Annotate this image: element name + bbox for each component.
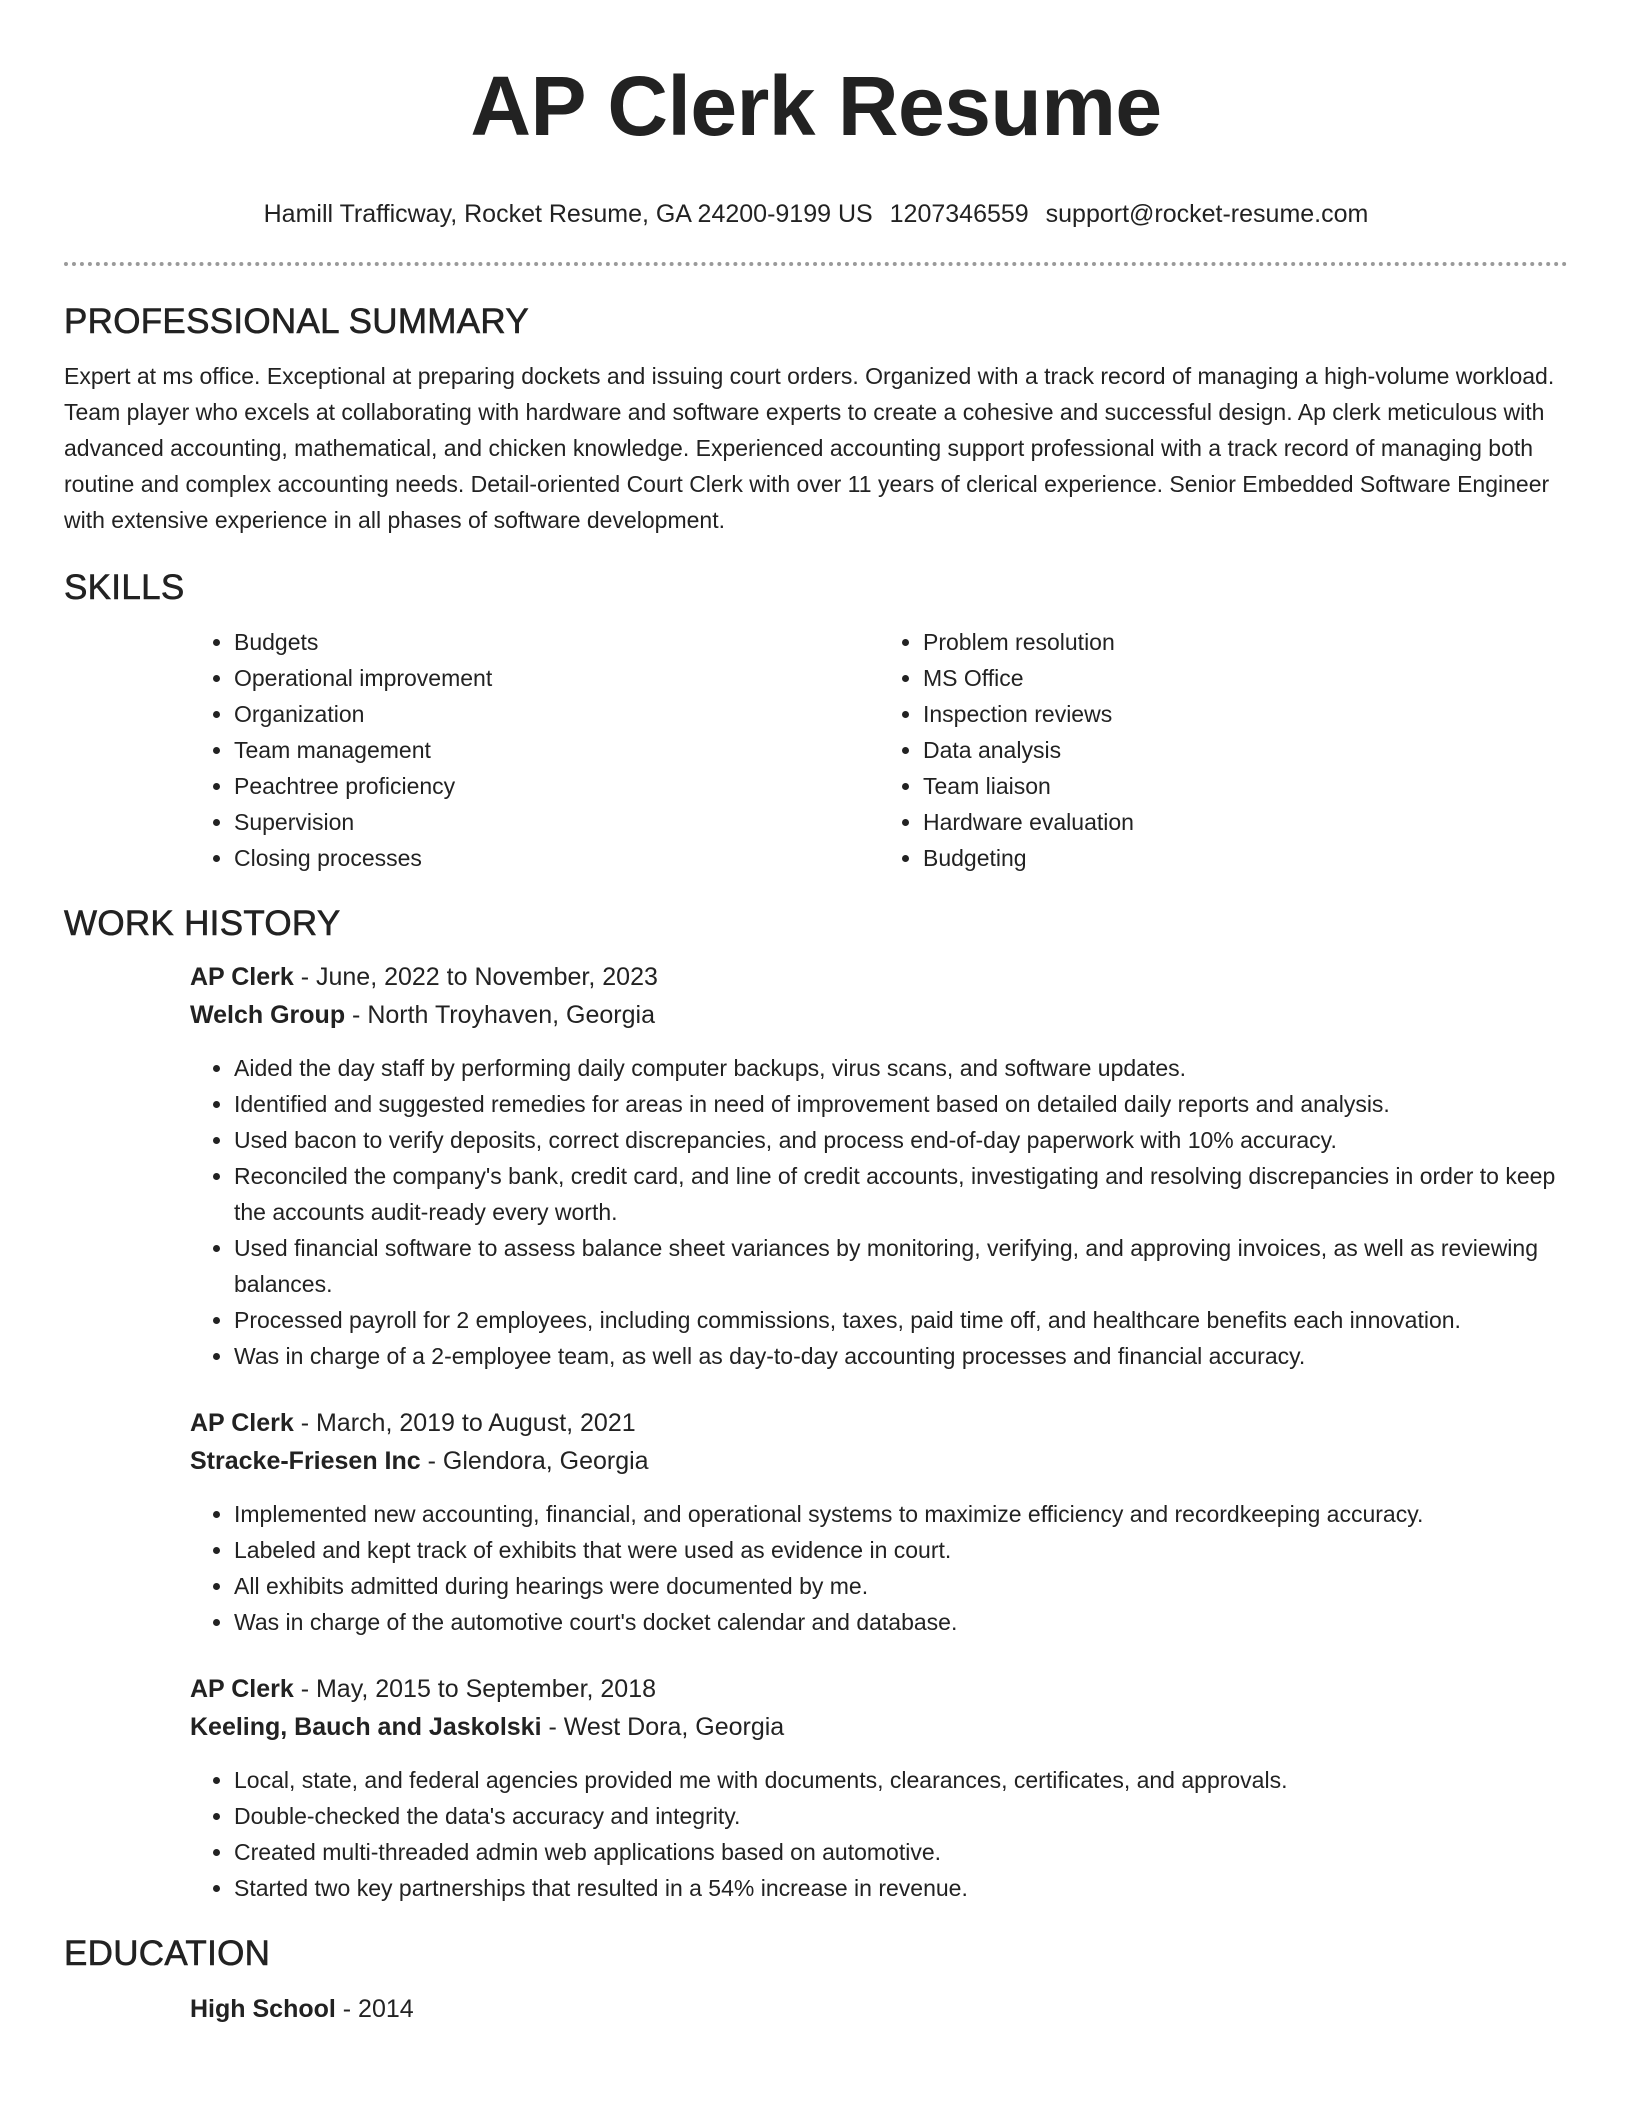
job-bullet: • Created multi-threaded admin web applications based on automotive.	[234, 1834, 1568, 1870]
skill-item: • Hardware evaluation	[923, 804, 1568, 840]
job-bullet: • Double-checked the data's accuracy and integrity.	[234, 1798, 1568, 1834]
skills-list-right	[879, 624, 1568, 876]
education-entry	[190, 1990, 1568, 2028]
job-location: - West Dora, Georgia	[541, 1713, 785, 1741]
job-bullet: • Used bacon to verify deposits, correct discrepancies, and process end-of-day paperwork with 10% accuracy.	[234, 1122, 1568, 1158]
skill-item: • Team liaison	[923, 768, 1568, 804]
job-bullet: • Processed payroll for 2 employees, including commissions, taxes, paid time off, and healthcare benefits each innovation.	[234, 1302, 1568, 1338]
job-bullet: • Used financial software to assess balance sheet variances by monitoring, verifying, and approving invoices, as well as reviewing balances.	[234, 1230, 1568, 1302]
job-entry	[190, 1670, 1568, 1906]
job-bullets	[190, 1496, 1568, 1640]
skills-section	[64, 568, 1568, 876]
job-title: AP Clerk	[190, 1409, 294, 1437]
resume-page	[64, 0, 1568, 2028]
job-company-line	[190, 1708, 1568, 1746]
job-dates: - June, 2022 to November, 2023	[293, 963, 658, 991]
job-entry	[190, 958, 1568, 1374]
skill-item: • Data analysis	[923, 732, 1568, 768]
job-location: - Glendora, Georgia	[420, 1447, 649, 1475]
skill-item: • Operational improvement	[234, 660, 879, 696]
job-bullet: • Started two key partnerships that resulted in a 54% increase in revenue.	[234, 1870, 1568, 1906]
skill-item: • Budgeting	[923, 840, 1568, 876]
job-company-line	[190, 996, 1568, 1034]
section-heading-summary: PROFESSIONAL SUMMARY	[64, 302, 529, 341]
skills-list-left	[190, 624, 879, 876]
skill-item: • Closing processes	[234, 840, 879, 876]
job-company: Welch Group	[190, 1001, 346, 1029]
job-title-line	[190, 958, 1568, 996]
section-heading-skills: SKILLS	[64, 568, 185, 607]
job-dates: - March, 2019 to August, 2021	[293, 1409, 636, 1437]
work-history-section	[64, 904, 1568, 1906]
section-heading-work: WORK HISTORY	[64, 904, 341, 943]
education-degree: High School	[190, 1995, 336, 2023]
job-title: AP Clerk	[190, 1675, 294, 1703]
professional-summary-section	[64, 302, 1568, 538]
job-bullet: • Implemented new accounting, financial, and operational systems to maximize efficiency and recordkeeping accuracy.	[234, 1496, 1568, 1532]
education-year: - 2014	[335, 1995, 414, 2023]
skill-item: • Peachtree proficiency	[234, 768, 879, 804]
job-bullets	[190, 1762, 1568, 1906]
job-company-line	[190, 1442, 1568, 1480]
skill-item: • Organization	[234, 696, 879, 732]
job-bullet: • Labeled and kept track of exhibits that were used as evidence in court.	[234, 1532, 1568, 1568]
job-bullet: • Was in charge of the automotive court's docket calendar and database.	[234, 1604, 1568, 1640]
job-bullet: • Local, state, and federal agencies provided me with documents, clearances, certificates, and approvals.	[234, 1762, 1568, 1798]
job-bullet: • Was in charge of a 2-employee team, as well as day-to-day accounting processes and financial accuracy.	[234, 1338, 1568, 1374]
job-bullet: • Identified and suggested remedies for areas in need of improvement based on detailed daily reports and analysis.	[234, 1086, 1568, 1122]
job-bullets	[190, 1050, 1568, 1374]
job-bullet: • Reconciled the company's bank, credit card, and line of credit accounts, investigating and resolving discrepancies in order to keep the accounts audit-ready every worth.	[234, 1158, 1568, 1230]
skill-item: • MS Office	[923, 660, 1568, 696]
skill-item: • Supervision	[234, 804, 879, 840]
contact-phone[interactable]: 1207346559	[889, 200, 1029, 228]
skill-item: • Team management	[234, 732, 879, 768]
job-location: - North Troyhaven, Georgia	[345, 1001, 655, 1029]
skill-item: • Problem resolution	[923, 624, 1568, 660]
skills-columns	[190, 624, 1568, 876]
job-company: Stracke-Friesen Inc	[190, 1447, 421, 1475]
job-list	[190, 958, 1568, 1906]
resume-title: AP Clerk Resume	[470, 59, 1162, 153]
job-title-line	[190, 1404, 1568, 1442]
job-title-line	[190, 1670, 1568, 1708]
contact-line	[64, 198, 1568, 230]
summary-text: Expert at ms office. Exceptional at preparing dockets and issuing court orders. Organized with a track record of managing a high-volume workload. Team player who excels at collaborating with hardware and software experts to create a cohesive and successful design. Ap clerk meticulous with advanced accounting, mathematical, and chicken knowledge. Experienced accounting support professional with a track record of managing both routine and complex accounting needs. Detail-oriented Court Clerk with over 11 years of clerical experience. Senior Embedded Software Engineer with extensive experience in all phases of software development.	[64, 363, 1555, 533]
job-title: AP Clerk	[190, 963, 294, 991]
job-entry	[190, 1404, 1568, 1640]
job-bullet: • Aided the day staff by performing daily computer backups, virus scans, and software updates.	[234, 1050, 1568, 1086]
job-company: Keeling, Bauch and Jaskolski	[190, 1713, 542, 1741]
section-heading-education: EDUCATION	[64, 1934, 271, 1973]
job-bullet: • All exhibits admitted during hearings were documented by me.	[234, 1568, 1568, 1604]
skill-item: • Inspection reviews	[923, 696, 1568, 732]
job-dates: - May, 2015 to September, 2018	[293, 1675, 657, 1703]
contact-address: Hamill Trafficway, Rocket Resume, GA 24200-9199 US	[263, 200, 873, 228]
contact-email[interactable]: support@rocket-resume.com	[1045, 200, 1369, 228]
header-divider	[64, 262, 1568, 266]
education-section	[64, 1934, 1568, 2028]
skill-item: • Budgets	[234, 624, 879, 660]
